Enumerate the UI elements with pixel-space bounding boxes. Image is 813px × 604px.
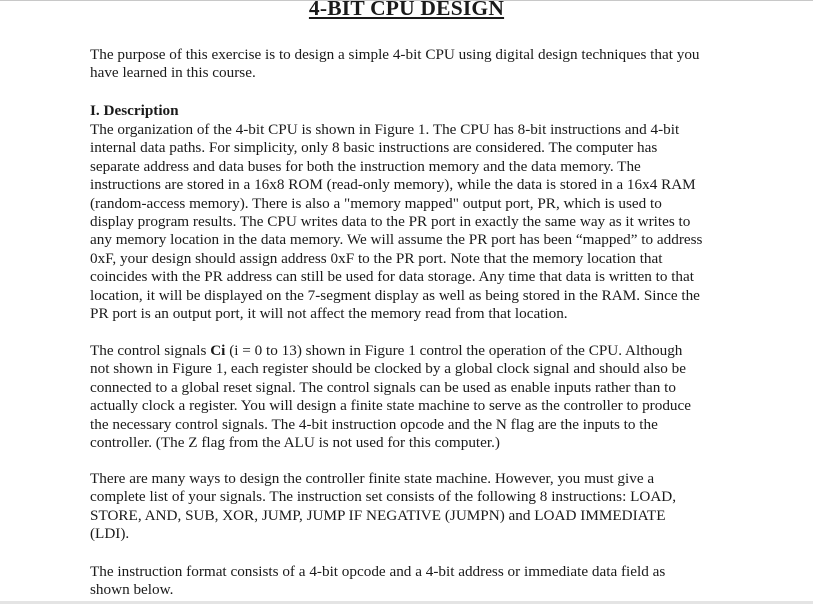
text-line: shown below. (90, 581, 174, 599)
text-line: STORE, AND, SUB, XOR, JUMP, JUMP IF NEGATIVE (JUMPN) and LOAD IMMEDIATE (90, 506, 666, 524)
text-line: The instruction format consists of a 4-bit opcode and a 4-bit address or immediate data field as (90, 563, 666, 580)
text-line: controller. (The Z flag from the ALU is not used for this computer.) (90, 434, 500, 452)
description-paragraph-4 (90, 563, 665, 600)
text-line: 0xF, your design should assign address 0xF to the PR port. Note that the memory location that (90, 249, 663, 267)
text-line: display program results. The CPU writes data to the PR port in exactly the same way as it writes to (90, 213, 691, 231)
text-line: connected to a global reset signal. The control signals can be used as enable inputs rather than to (90, 378, 676, 396)
text-line: instructions are stored in a 16x8 ROM (read-only memory), while the data is stored in a 16x4 RAM (90, 176, 696, 194)
description-paragraph-3 (90, 470, 676, 544)
text-line: separate address and data buses for both the instruction memory and the data memory. The (90, 157, 641, 175)
intro-paragraph (90, 46, 700, 83)
text-fragment: The control signals (90, 342, 211, 359)
document-title: 4-BIT CPU DESIGN (308, 0, 505, 20)
text-fragment: (i = 0 to 13) shown in Figure 1 control the operation of the CPU. Although (225, 342, 683, 359)
text-line: actually clock a register. You will design a finite state machine to serve as the controller to produce (90, 397, 691, 415)
control-signal-term: Ci (210, 342, 226, 359)
text-line: (random-access memory). There is also a "memory mapped" output port, PR, which is used to (90, 194, 662, 212)
section-heading: I. Description (90, 102, 179, 119)
text-line: complete list of your signals. The instruction set consists of the following 8 instructions: LOAD, (90, 488, 677, 506)
text-line: coincides with the PR address can still be used for data storage. Any time that data is written to that (90, 268, 694, 286)
description-paragraph-2 (90, 342, 691, 452)
text-line: (LDI). (90, 525, 130, 543)
intro-line: have learned in this course. (90, 64, 256, 82)
text-line: internal data paths. For simplicity, only 8 basic instructions are considered. The computer has (90, 139, 658, 157)
description-paragraph-1 (90, 121, 702, 323)
text-line: PR port is an output port, it will not affect the memory read from that location. (90, 305, 568, 323)
text-line: any memory location in the data memory. We will assume the PR port has been “mapped” to address (90, 231, 703, 249)
text-line: location, it will be displayed on the 7-segment display as well as being stored in the RAM. Since the (90, 286, 700, 304)
text-line: the necessary control signals. The 4-bit instruction opcode and the N flag are the inputs to the (90, 415, 658, 433)
text-line: not shown in Figure 1, each register should be clocked by a global clock signal and should also be (90, 360, 686, 378)
intro-line: The purpose of this exercise is to design a simple 4-bit CPU using digital design techniques that you (90, 46, 700, 63)
text-line: The organization of the 4-bit CPU is shown in Figure 1. The CPU has 8-bit instructions and 4-bit (90, 121, 680, 138)
text-line (90, 342, 691, 360)
text-line: There are many ways to design the controller finite state machine. However, you must give a (90, 470, 655, 487)
